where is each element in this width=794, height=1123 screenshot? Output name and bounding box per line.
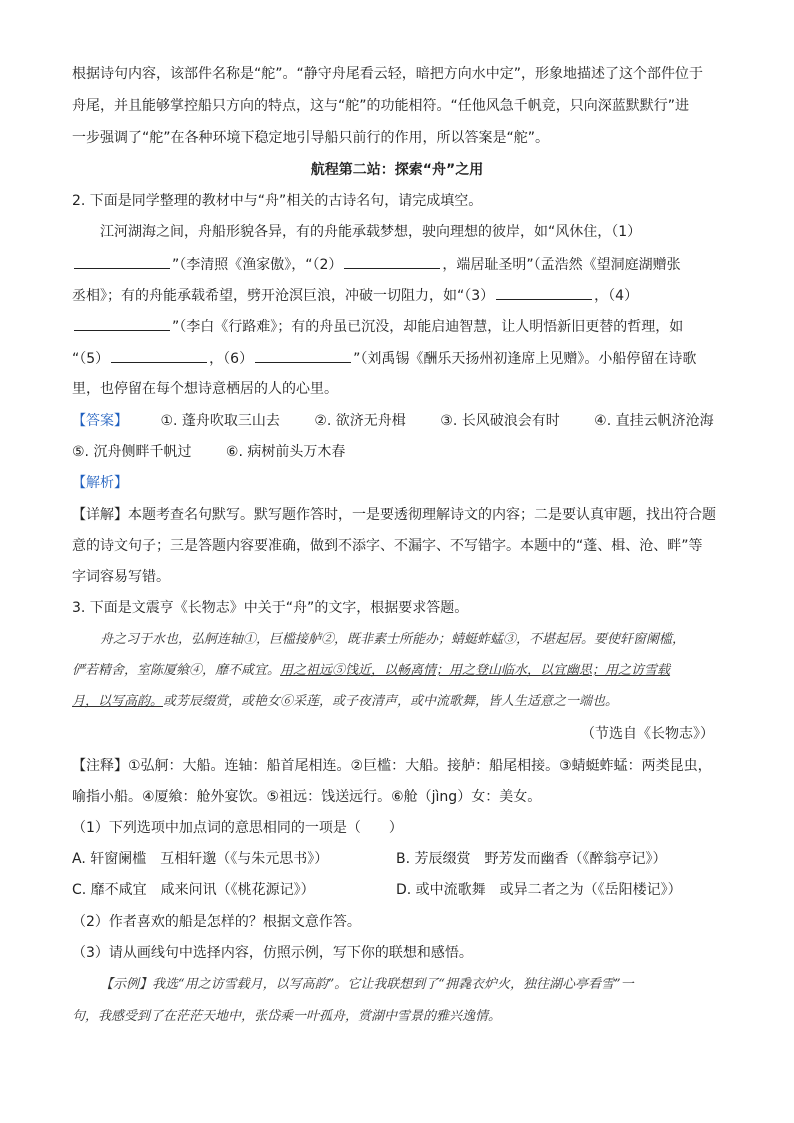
analysis-label: 【解析】 — [72, 475, 128, 491]
question-3-stem: 3. 下面是文震亨《长物志》中关于“舟”的文字，根据要求答题。 — [72, 600, 469, 616]
underlined-text: 月，以写高韵。 — [72, 694, 164, 709]
example-line-2: 句，我感受到了在茫茫天地中，张岱乘一叶孤舟，赏湖中雪景的雅兴逸情。 — [72, 1009, 502, 1024]
q2-text: ，端居耻圣明”（孟浩然《望洞庭湖赠张 — [442, 257, 681, 273]
subquestion-1: （1）下列选项中加点词的意思相同的一项是（ ） — [72, 820, 403, 836]
option-c: C. 靡不咸宜 咸来问讯（《桃花源记》） — [72, 882, 315, 898]
q2-text: ”（李白《行路难》；有的舟虽已沉没，却能启迪智慧，让人明悟新旧更替的哲理，如 — [172, 319, 684, 335]
intro-line-1: 根据诗句内容，该部件名称是“舵”。“静守舟尾看云轻，暗把方向水中定”，形象地描述了这个部件位于 — [72, 66, 704, 82]
q2-passage-line-4 — [72, 316, 683, 337]
question-2-stem: 2. 下面是同学整理的教材中与“舟”相关的古诗名句，请完成填空。 — [72, 193, 483, 209]
intro-line-3: 一步强调了“舵”在各种环境下稳定地引导船只前行的作用，所以答案是“舵”。 — [72, 130, 550, 146]
q2-text: ”（李清照《渔家傲》，“（2） — [172, 257, 343, 273]
note-line-1: 【注释】①弘舸：大船。连轴：船首尾相连。②巨槛：大船。接舻：船尾相接。③蜻蜓蚱蜢：两类昆虫， — [72, 758, 712, 774]
q2-passage-line-1: 江河湖海之间，舟船形貌各异，有的舟能承载梦想，驶向理想的彼岸，如“风休住，（1） — [100, 224, 642, 240]
answer-6: ⑥. 病树前头万木春 — [225, 444, 346, 460]
section-title: 航程第二站：探索“舟”之用 — [310, 162, 484, 178]
detail-line-1: 【详解】本题考查名句默写。默写题作答时，一是要透彻理解诗文的内容；二是要认真审题，找出符合题 — [72, 507, 716, 523]
subquestion-2: （2）作者喜欢的船是怎样的？根据文意作答。 — [72, 914, 361, 930]
options-row-2 — [72, 880, 682, 900]
fill-blank-2 — [344, 254, 440, 269]
answer-1: ①. 蓬舟吹取三山去 — [160, 413, 280, 429]
q2-passage-line-3 — [72, 285, 638, 306]
fill-blank-3 — [496, 285, 592, 300]
note-line-2: 喻指小船。④厦飨：舱外宴饮。⑤祖远：饯送远行。⑥舱（jìng）女：美女。 — [72, 789, 542, 805]
answer-row-2 — [72, 442, 375, 462]
detail-line-3: 字词容易写错。 — [72, 569, 170, 585]
answer-2: ②. 欲济无舟楫 — [314, 413, 406, 429]
intro-line-2: 舟尾，并且能够掌控船只方向的特点，这与“舵”的功能相符。“任他风急千帆竞，只向深蓝默默行”进 — [72, 98, 690, 114]
q2-text: 丞相》；有的舟能承载希望，劈开沧溟巨浪，冲破一切阻力，如“（3） — [72, 288, 495, 304]
fill-blank-1 — [74, 254, 170, 269]
q2-text: ”（刘禹锡《酬乐天扬州初逢席上见赠》。小船停留在诗歌 — [353, 351, 697, 367]
detail-line-2: 意的诗文句子；三是答题内容要准确，做到不添字、不漏字、不写错字。本题中的“蓬、楫、沧、畔”等 — [72, 538, 703, 554]
underlined-text: 用之祖远⑤饯近，以畅离情；用之登山临水，以宜幽思；用之访雪载 — [280, 663, 671, 678]
q2-text: “（5） — [72, 351, 110, 367]
answer-4: ④. 直挂云帆济沧海 — [594, 413, 714, 429]
q2-passage-line-5 — [72, 348, 696, 369]
q2-text: ，（4） — [594, 288, 639, 304]
q2-passage-line-6: 里，也停留在每个想诗意栖居的人的心里。 — [72, 381, 338, 397]
example-line-1: 【示例】我选“用之访雪载月，以写高韵”。它让我联想到了“拥毳衣炉火，独往湖心亭看雪”一 — [100, 977, 634, 992]
answer-row-1 — [72, 411, 714, 431]
option-a: A. 轩窗阑槛 互相轩邈（《与朱元思书》） — [72, 851, 329, 867]
fill-blank-5 — [111, 348, 207, 363]
q2-passage-line-2 — [72, 254, 681, 275]
answer-3: ③. 长风破浪会有时 — [440, 413, 560, 429]
answer-5: ⑤. 沉舟侧畔千帆过 — [72, 444, 192, 460]
classical-text: 俨若精舍，室陈厦飨④，靡不咸宜。 — [72, 663, 281, 678]
options-row-1 — [72, 849, 667, 869]
classical-text-line-1: 舟之习于水也，弘舸连轴①，巨槛接舻②，既非素士所能办；蜻蜓蚱蜢③，不堪起居。要使轩窗阑槛， — [100, 632, 686, 647]
classical-text: 或芳辰缀赏，或艳女⑥采莲，或子夜清声，或中流歌舞，皆人生适意之一端也。 — [163, 694, 619, 709]
classical-text-line-3 — [72, 692, 618, 712]
option-b: B. 芳辰缀赏 野芳发而幽香（《醉翁亭记》） — [396, 851, 667, 867]
answer-label: 【答案】 — [72, 413, 128, 429]
fill-blank-4 — [74, 316, 170, 331]
subquestion-3: （3）请从画线句中选择内容，仿照示例，写下你的联想和感悟。 — [72, 945, 473, 961]
classical-text-line-2 — [72, 661, 670, 681]
q2-text: ，（6） — [209, 351, 254, 367]
option-d: D. 或中流歌舞 或异二者之为（《岳阳楼记》） — [396, 882, 682, 898]
fill-blank-6 — [255, 348, 351, 363]
source-citation: （节选自《长物志》） — [581, 726, 714, 742]
